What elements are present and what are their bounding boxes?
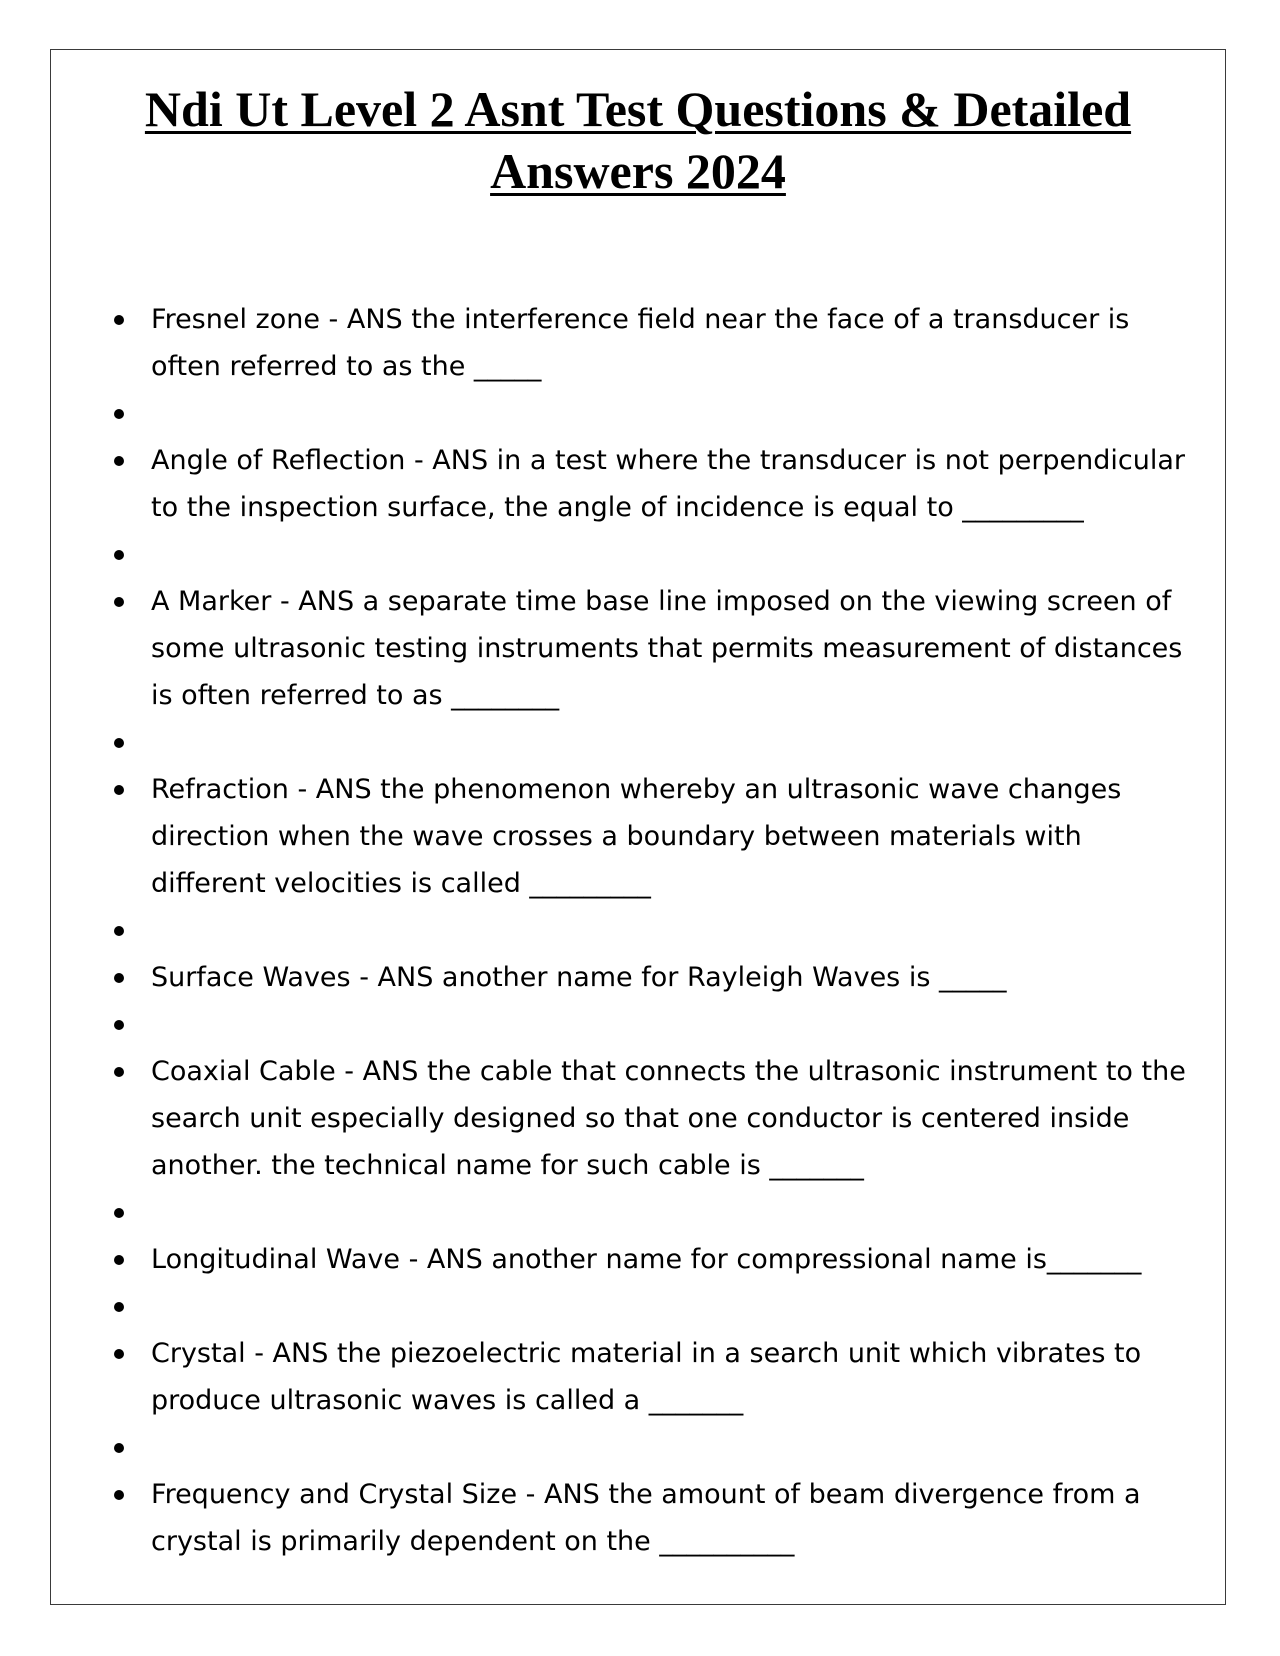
bullet-icon: [114, 1020, 124, 1030]
title-line-2: Answers 2024: [490, 143, 786, 199]
bullet-icon: [114, 1490, 124, 1500]
list-item: [0, 1471, 1191, 1565]
item-text: Fresnel zone - ANS the interference field near the face of a transducer is often referred to as the _____: [151, 304, 1130, 382]
bullet-icon: [114, 973, 124, 983]
item-text: Longitudinal Wave - ANS another name for compressional name is_______: [151, 1244, 1142, 1275]
list-item: [0, 1001, 1191, 1048]
title-line-1: Ndi Ut Level 2 Asnt Test Questions & Detailed: [144, 81, 1132, 137]
list-item: [0, 390, 1191, 437]
bullet-icon: [114, 597, 124, 607]
bullet-icon: [114, 1443, 124, 1453]
item-text: Surface Waves - ANS another name for Rayleigh Waves is _____: [151, 962, 1007, 993]
list-item: [0, 1236, 1191, 1283]
list-item: [0, 954, 1191, 1001]
list-item: [0, 531, 1191, 578]
bullet-icon: [114, 1067, 124, 1077]
item-text: Coaxial Cable - ANS the cable that connects the ultrasonic instrument to the search unit especially designed so that one conductor is centered inside another. the technical name for such cable is _______: [151, 1056, 1186, 1181]
bullet-icon: [114, 738, 124, 748]
question-answer-list: [0, 296, 1280, 1565]
list-item: [0, 296, 1191, 390]
bullet-icon: [114, 1208, 124, 1218]
list-item: [0, 1189, 1191, 1236]
item-text: Frequency and Crystal Size - ANS the amount of beam divergence from a crystal is primarily dependent on the __________: [151, 1479, 1141, 1557]
document-title: [50, 78, 1226, 202]
list-item: [0, 1048, 1191, 1189]
bullet-icon: [114, 926, 124, 936]
bullet-icon: [114, 1255, 124, 1265]
list-item: [0, 1283, 1191, 1330]
list-item: [0, 1424, 1191, 1471]
list-item: [0, 766, 1191, 907]
bullet-icon: [114, 1302, 124, 1312]
bullet-icon: [114, 456, 124, 466]
bullet-icon: [114, 315, 124, 325]
list-item: [0, 907, 1191, 954]
item-text: Refraction - ANS the phenomenon whereby an ultrasonic wave changes direction when the wave crosses a boundary between materials with different velocities is called _________: [151, 774, 1122, 899]
item-text: Angle of Reflection - ANS in a test where the transducer is not perpendicular to the inspection surface, the angle of incidence is equal to _________: [151, 445, 1186, 523]
list-item: [0, 578, 1191, 719]
item-text: Crystal - ANS the piezoelectric material in a search unit which vibrates to produce ultrasonic waves is called a _______: [151, 1338, 1142, 1416]
bullet-icon: [114, 409, 124, 419]
list-item: [0, 437, 1191, 531]
bullet-icon: [114, 785, 124, 795]
item-text: A Marker - ANS a separate time base line imposed on the viewing screen of some ultrasonic testing instruments that permits measurement of distances is often referred to as ________: [151, 586, 1183, 711]
list-item: [0, 719, 1191, 766]
list-item: [0, 1330, 1191, 1424]
bullet-icon: [114, 1349, 124, 1359]
bullet-icon: [114, 550, 124, 560]
